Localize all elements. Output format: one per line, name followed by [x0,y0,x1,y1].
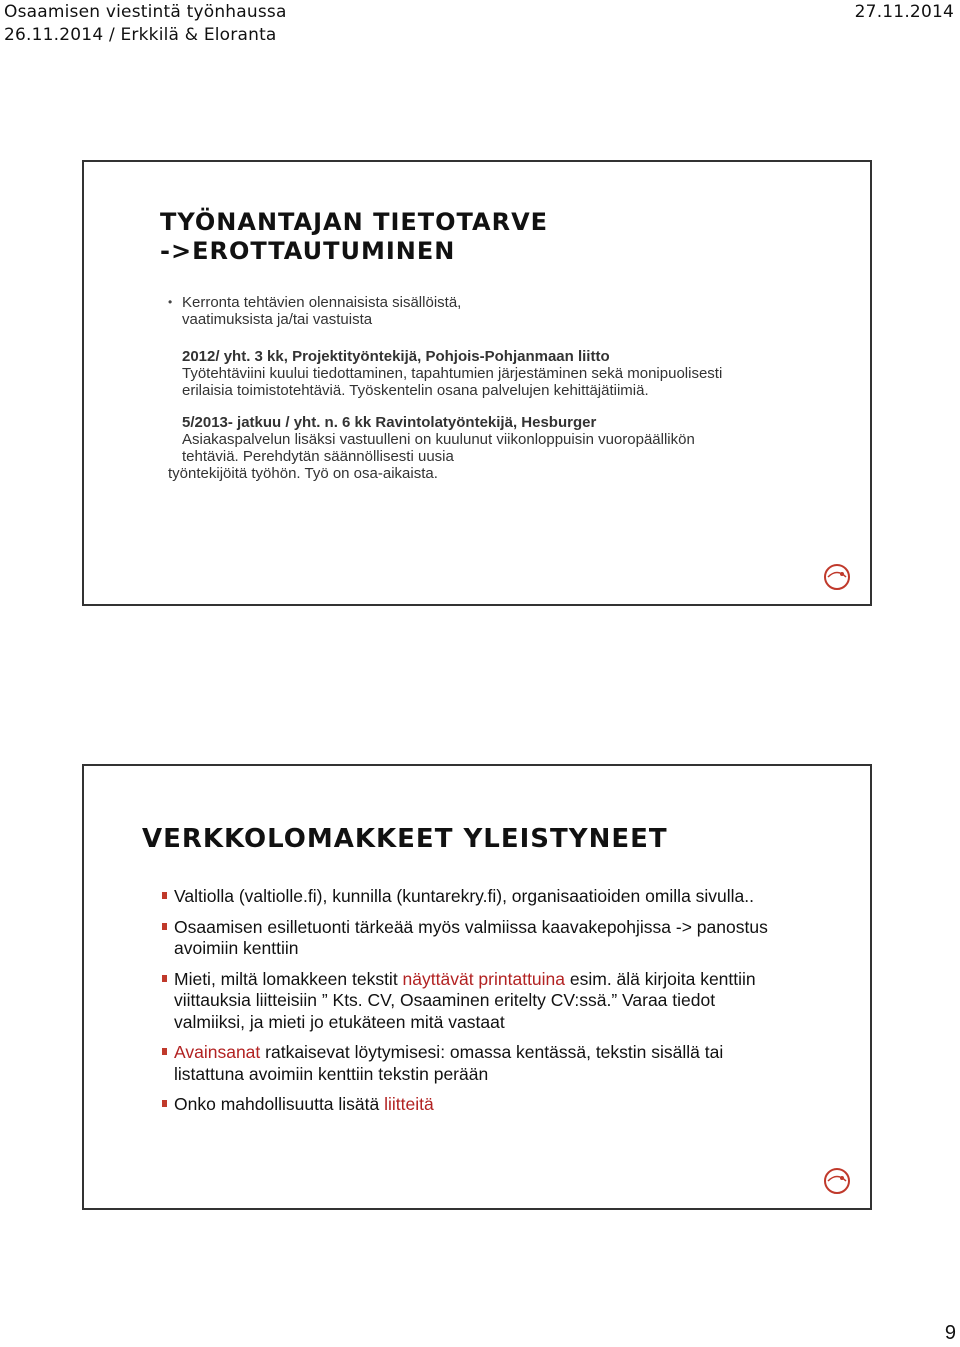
bullet-square-icon [162,1100,167,1107]
organization-logo-icon [822,1166,852,1196]
page-number: 9 [944,1322,956,1344]
highlighted-text: liitteitä [384,1094,434,1114]
list-item [162,917,782,960]
bullet-item [168,294,728,328]
slide-body [162,886,782,1125]
list-item-text: Valtiolla (valtiolle.fi), kunnilla (kuntarekry.fi), organisaatioiden omilla sivulla.. [174,886,755,906]
slide-employer-info-need [82,160,872,606]
document-title: Osaamisen viestintä työnhaussa [4,2,287,22]
slide-title: VERKKOLOMAKKEET YLEISTYNEET [142,824,668,854]
job-example-description-continued: työntekijöitä työhön. Työ on osa-aikaista. [168,465,438,482]
document-subtitle: 26.11.2014 / Erkkilä & Eloranta [4,25,277,45]
bullet-square-icon [162,1048,167,1055]
bullet-square-icon [162,892,167,899]
organization-logo-icon [822,562,852,592]
bullet-dot-icon: • [168,295,173,309]
slide-title-line-2: ->EROTTAUTUMINEN [160,236,456,265]
job-example-1 [168,348,728,399]
job-example-2 [168,414,728,482]
bullet-text-line-1: Kerronta tehtävien olennaisista sisällöistä, [182,294,462,311]
list-item-text: ratkaisevat löytymisesi: omassa kentässä, tekstin sisällä tai listattuna avoimiin kenttiin tekstin perään [174,1042,724,1084]
document-date: 27.11.2014 [854,2,954,22]
list-item [162,1042,782,1085]
list-item [162,969,782,1034]
job-example-title: 5/2013- jatkuu / yht. n. 6 kk Ravintolatyöntekijä, Hesburger [182,414,597,431]
job-example-description: Työtehtäviini kuului tiedottaminen, tapahtumien järjestäminen sekä monipuolisesti erilaisia toimistotehtäviä. Työskentelin osana palvelujen kehittäjätiimiä. [182,365,723,399]
bullet-square-icon [162,975,167,982]
list-item-text: Mieti, miltä lomakkeen tekstit [174,968,403,989]
job-example-title: 2012/ yht. 3 kk, Projektityöntekijä, Pohjois-Pohjanmaan liitto [182,348,610,365]
list-item [162,1094,782,1116]
highlighted-text: Avainsanat [174,1042,261,1062]
highlighted-text: näyttävät printattuina [402,968,566,989]
job-example-description: Asiakaspalvelun lisäksi vastuulleni on kuulunut viikonloppuisin vuoropäällikön tehtäviä. Perehdytän säännöllisesti uusia [182,431,695,465]
slide-title [160,208,548,266]
list-item-text: Osaamisen esilletuonti tärkeää myös valmiissa kaavakepohjissa -> panostus avoimiin kenttiin [174,916,768,958]
list-item-text: esim. älä kirjoita kenttiin viittauksia liitteisiin ” Kts. CV, Osaaminen eritelty CV:ssä.” Varaa tiedot valmiiksi, ja mieti jo etukäteen mitä vastaat [174,968,756,1032]
list-item-text: Onko mahdollisuutta lisätä [174,1094,385,1114]
slide-body [168,294,728,497]
bullet-square-icon [162,923,167,930]
list-item [162,886,782,908]
bullet-text-line-2: vaatimuksista ja/tai vastuista [182,311,373,328]
slide-web-forms [82,764,872,1210]
slide-title-line-1: TYÖNANTAJAN TIETOTARVE [160,208,549,236]
